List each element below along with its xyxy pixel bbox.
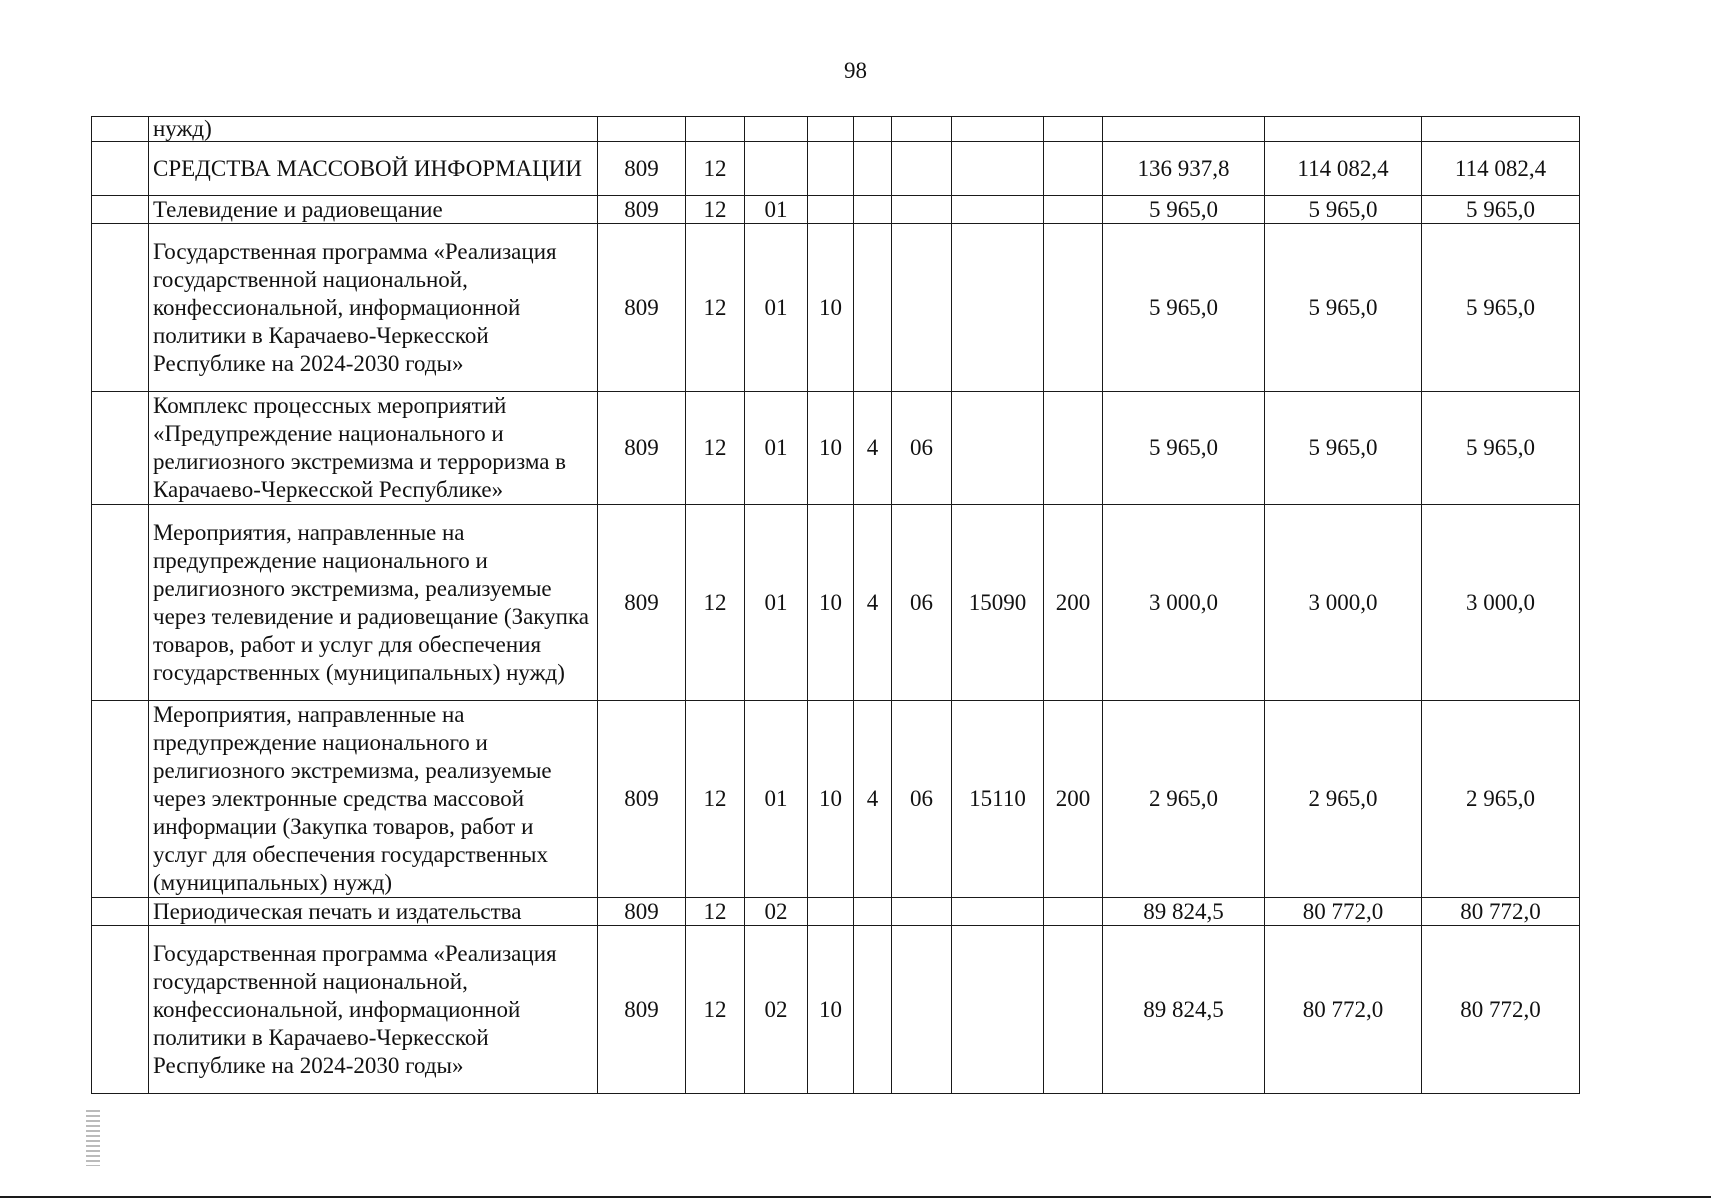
expense-type-cell: 200 bbox=[1044, 701, 1103, 898]
section-code-cell: 12 bbox=[686, 142, 745, 196]
row-number-cell bbox=[92, 196, 149, 224]
admin-code-cell: 809 bbox=[598, 196, 686, 224]
row-number-cell bbox=[92, 224, 149, 392]
page-number: 98 bbox=[844, 58, 867, 83]
program-code-cell bbox=[808, 196, 854, 224]
row-number-cell bbox=[92, 392, 149, 505]
amount-year1-cell bbox=[1103, 117, 1265, 142]
item-name-cell: Периодическая печать и издательства bbox=[149, 898, 598, 926]
structure-element-cell bbox=[892, 926, 952, 1094]
structure-type-cell: 4 bbox=[854, 701, 892, 898]
structure-element-cell: 06 bbox=[892, 701, 952, 898]
subsection-code-cell: 02 bbox=[745, 926, 808, 1094]
table-row bbox=[92, 392, 1580, 505]
subsection-code-cell: 01 bbox=[745, 196, 808, 224]
structure-element-cell bbox=[892, 898, 952, 926]
table-row bbox=[92, 142, 1580, 196]
section-code-cell: 12 bbox=[686, 926, 745, 1094]
amount-year1-cell: 5 965,0 bbox=[1103, 392, 1265, 505]
item-name-cell: Государственная программа «Реализация государственной национальной, конфессиональной, информационной политики в Карачаево-Черкесской Республике на 2024-2030 годы» bbox=[149, 926, 598, 1094]
amount-year1-cell: 136 937,8 bbox=[1103, 142, 1265, 196]
section-code-cell: 12 bbox=[686, 701, 745, 898]
program-code-cell: 10 bbox=[808, 392, 854, 505]
program-code-cell bbox=[808, 117, 854, 142]
expense-direction-cell bbox=[952, 898, 1044, 926]
row-number-cell bbox=[92, 701, 149, 898]
row-number-cell bbox=[92, 505, 149, 701]
table-row bbox=[92, 224, 1580, 392]
table-row bbox=[92, 505, 1580, 701]
expense-direction-cell bbox=[952, 196, 1044, 224]
program-code-cell: 10 bbox=[808, 701, 854, 898]
row-number-cell bbox=[92, 926, 149, 1094]
structure-type-cell bbox=[854, 898, 892, 926]
amount-year2-cell: 2 965,0 bbox=[1265, 701, 1422, 898]
budget-table bbox=[91, 116, 1580, 1094]
amount-year1-cell: 5 965,0 bbox=[1103, 196, 1265, 224]
amount-year1-cell: 3 000,0 bbox=[1103, 505, 1265, 701]
structure-type-cell bbox=[854, 142, 892, 196]
expense-type-cell bbox=[1044, 117, 1103, 142]
item-name-cell: нужд) bbox=[149, 117, 598, 142]
section-code-cell: 12 bbox=[686, 392, 745, 505]
program-code-cell bbox=[808, 142, 854, 196]
section-code-cell: 12 bbox=[686, 224, 745, 392]
table-row bbox=[92, 926, 1580, 1094]
admin-code-cell: 809 bbox=[598, 926, 686, 1094]
structure-type-cell bbox=[854, 224, 892, 392]
amount-year3-cell: 2 965,0 bbox=[1422, 701, 1580, 898]
program-code-cell: 10 bbox=[808, 926, 854, 1094]
subsection-code-cell: 01 bbox=[745, 224, 808, 392]
program-code-cell: 10 bbox=[808, 224, 854, 392]
amount-year2-cell: 114 082,4 bbox=[1265, 142, 1422, 196]
program-code-cell bbox=[808, 898, 854, 926]
structure-element-cell bbox=[892, 224, 952, 392]
amount-year3-cell: 80 772,0 bbox=[1422, 926, 1580, 1094]
expense-type-cell bbox=[1044, 196, 1103, 224]
expense-type-cell bbox=[1044, 392, 1103, 505]
expense-type-cell bbox=[1044, 898, 1103, 926]
amount-year2-cell: 3 000,0 bbox=[1265, 505, 1422, 701]
structure-type-cell bbox=[854, 196, 892, 224]
row-number-cell bbox=[92, 117, 149, 142]
structure-element-cell bbox=[892, 142, 952, 196]
amount-year3-cell: 80 772,0 bbox=[1422, 898, 1580, 926]
amount-year1-cell: 2 965,0 bbox=[1103, 701, 1265, 898]
structure-type-cell: 4 bbox=[854, 505, 892, 701]
subsection-code-cell: 02 bbox=[745, 898, 808, 926]
item-name-cell: Государственная программа «Реализация государственной национальной, конфессиональной, информационной политики в Карачаево-Черкесской Республике на 2024-2030 годы» bbox=[149, 224, 598, 392]
admin-code-cell: 809 bbox=[598, 505, 686, 701]
item-name-cell: Мероприятия, направленные на предупреждение национального и религиозного экстремизма, реализуемые через электронные средства массовой информации (Закупка товаров, работ и услуг для обеспечения государственных (муниципальных) нужд) bbox=[149, 701, 598, 898]
expense-direction-cell bbox=[952, 117, 1044, 142]
program-code-cell: 10 bbox=[808, 505, 854, 701]
subsection-code-cell: 01 bbox=[745, 392, 808, 505]
structure-type-cell bbox=[854, 117, 892, 142]
table-row bbox=[92, 701, 1580, 898]
subsection-code-cell: 01 bbox=[745, 701, 808, 898]
admin-code-cell: 809 bbox=[598, 142, 686, 196]
table-row bbox=[92, 117, 1580, 142]
scan-artifact bbox=[86, 1110, 100, 1166]
amount-year3-cell: 114 082,4 bbox=[1422, 142, 1580, 196]
amount-year2-cell: 80 772,0 bbox=[1265, 898, 1422, 926]
item-name-cell: Комплекс процессных мероприятий «Предупреждение национального и религиозного экстремизма и терроризма в Карачаево-Черкесской Республике» bbox=[149, 392, 598, 505]
expense-type-cell bbox=[1044, 224, 1103, 392]
admin-code-cell: 809 bbox=[598, 392, 686, 505]
subsection-code-cell: 01 bbox=[745, 505, 808, 701]
item-name-cell: СРЕДСТВА МАССОВОЙ ИНФОРМАЦИИ bbox=[149, 142, 598, 196]
structure-element-cell bbox=[892, 117, 952, 142]
amount-year2-cell: 5 965,0 bbox=[1265, 392, 1422, 505]
amount-year2-cell: 5 965,0 bbox=[1265, 196, 1422, 224]
amount-year3-cell: 5 965,0 bbox=[1422, 392, 1580, 505]
structure-type-cell bbox=[854, 926, 892, 1094]
expense-type-cell: 200 bbox=[1044, 505, 1103, 701]
admin-code-cell: 809 bbox=[598, 898, 686, 926]
row-number-cell bbox=[92, 898, 149, 926]
amount-year3-cell bbox=[1422, 117, 1580, 142]
expense-direction-cell bbox=[952, 142, 1044, 196]
expense-type-cell bbox=[1044, 926, 1103, 1094]
section-code-cell bbox=[686, 117, 745, 142]
amount-year2-cell bbox=[1265, 117, 1422, 142]
admin-code-cell: 809 bbox=[598, 701, 686, 898]
amount-year3-cell: 5 965,0 bbox=[1422, 224, 1580, 392]
expense-direction-cell bbox=[952, 224, 1044, 392]
expense-direction-cell: 15090 bbox=[952, 505, 1044, 701]
amount-year3-cell: 5 965,0 bbox=[1422, 196, 1580, 224]
amount-year3-cell: 3 000,0 bbox=[1422, 505, 1580, 701]
amount-year1-cell: 89 824,5 bbox=[1103, 926, 1265, 1094]
table-row bbox=[92, 898, 1580, 926]
structure-type-cell: 4 bbox=[854, 392, 892, 505]
admin-code-cell: 809 bbox=[598, 224, 686, 392]
expense-direction-cell bbox=[952, 926, 1044, 1094]
structure-element-cell bbox=[892, 196, 952, 224]
amount-year2-cell: 80 772,0 bbox=[1265, 926, 1422, 1094]
structure-element-cell: 06 bbox=[892, 505, 952, 701]
expense-direction-cell bbox=[952, 392, 1044, 505]
subsection-code-cell bbox=[745, 142, 808, 196]
row-number-cell bbox=[92, 142, 149, 196]
section-code-cell: 12 bbox=[686, 196, 745, 224]
page-bottom-rule bbox=[0, 1196, 1711, 1198]
item-name-cell: Телевидение и радиовещание bbox=[149, 196, 598, 224]
admin-code-cell bbox=[598, 117, 686, 142]
amount-year1-cell: 5 965,0 bbox=[1103, 224, 1265, 392]
section-code-cell: 12 bbox=[686, 505, 745, 701]
expense-direction-cell: 15110 bbox=[952, 701, 1044, 898]
structure-element-cell: 06 bbox=[892, 392, 952, 505]
amount-year1-cell: 89 824,5 bbox=[1103, 898, 1265, 926]
expense-type-cell bbox=[1044, 142, 1103, 196]
section-code-cell: 12 bbox=[686, 898, 745, 926]
table-row bbox=[92, 196, 1580, 224]
subsection-code-cell bbox=[745, 117, 808, 142]
item-name-cell: Мероприятия, направленные на предупреждение национального и религиозного экстремизма, реализуемые через телевидение и радиовещание (Закупка товаров, работ и услуг для обеспечения государственных (муниципальных) нужд) bbox=[149, 505, 598, 701]
amount-year2-cell: 5 965,0 bbox=[1265, 224, 1422, 392]
